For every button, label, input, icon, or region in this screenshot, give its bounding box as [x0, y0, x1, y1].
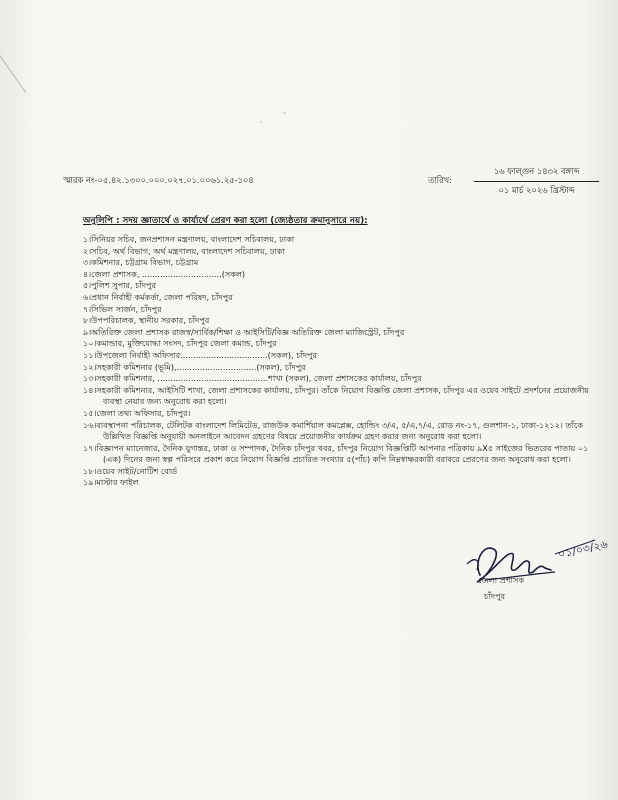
- scan-mark: [0, 43, 26, 93]
- list-item: ৩।কমিশনার, চট্টগ্রাম বিভাগ, চট্টগ্রাম: [83, 257, 199, 268]
- list-item: ১৬।ব্যবস্থাপনা পরিচালক, টেলিটক বাংলাদেশ লিমিটেড, রাজউক কমার্শিয়াল কমপ্লেক্স, হোল্ডিং ৩/এ, ৫/এ,৭/এ, রোড নং-১৭, গুলশান-১, ঢাকা-১২১২। তাঁকে উল্লিখিত বিজ্ঞপ্তি অনুযায়ী অনলাইনে আবেদন গ্রহণের বিষয়ে প্রয়োজনীয় কার্যক্রম গ্রহণ করার জন্য অনুরোধ করা হলো।: [83, 419, 583, 442]
- list-item: ১।সিনিয়র সচিব, জনপ্রশাসন মন্ত্রণালয়, বাংলাদেশ সচিবালয়, ঢাকা: [83, 234, 295, 244]
- signatory-place: চাঁদপুর: [484, 591, 506, 601]
- date-block: [474, 165, 599, 198]
- list-item: ৭।সিভিল সার্জন, চাঁদপুর: [83, 303, 162, 314]
- list-item: ৬।প্রধান নির্বাহী কর্মকর্তা, জেলা পরিষদ, চাঁদপুর: [83, 291, 233, 302]
- date-label: তারিখ:: [428, 175, 452, 185]
- memo-number: স্মারক নং-০৫.৪২.১৩০০.০০০.০২৭.০১.০০৬১.২৫-১০৪: [63, 175, 254, 185]
- date-bangla: ১৬ ফাল্গুন ১৪৩২ বঙ্গাব্দ: [474, 165, 599, 182]
- handwritten-date: ০১/০৩/২৬: [556, 537, 609, 561]
- list-item: ১৫।জেলা তথ্য অফিসার, চাঁদপুর।: [83, 407, 191, 418]
- copy-heading: অনুলিপি : সদয় জ্ঞাতার্থে ও কার্যার্থে প্রেরণ করা হলো (জ্যেষ্ঠতার ক্রমানুসারে নয়):: [83, 216, 368, 226]
- list-item: ১৩।সহকারী কমিশনার, ...........................................শাখা (সকল), জেলা প্রশাসকের কার্যালয়, চাঁদপুর: [83, 373, 422, 384]
- scan-mark: [283, 112, 286, 114]
- list-item: ১১।উপজেলা নির্বাহী অফিসার..................................(সকল), চাঁদপুর: [83, 349, 318, 360]
- list-item: ১০।কমান্ডার, মুক্তিযোদ্ধা সংসদ, চাঁদপুর জেলা কমান্ড, চাঁদপুর: [83, 338, 277, 349]
- list-item: ১৯।মাস্টার ফাইল: [83, 477, 139, 488]
- list-item: ১৮।ওয়েব সাইট/নোটিশ বোর্ড: [83, 465, 178, 476]
- scan-mark: [260, 121, 262, 123]
- list-item: ৮।উপপরিচালক, স্থানীয় সরকার, চাঁদপুর: [83, 315, 210, 326]
- date-english: ০১ মার্চ ২০২৬ খ্রিস্টাব্দ: [498, 185, 575, 195]
- list-item: ১২।সহকারী কমিশনার (ভূমি),...............................(সকল), চাঁদপুর: [83, 361, 306, 372]
- distribution-list: [83, 234, 603, 489]
- signatory-designation: জেলা প্রশাসক: [478, 575, 525, 585]
- list-item: ২।সচিব, অর্থ বিভাগ, অর্থ মন্ত্রণালয়, বাংলাদেশ সচিবালয়, ঢাকা: [83, 245, 285, 256]
- list-item: ৯।অতিরিক্ত জেলা প্রশাসক রাজস্ব/সার্বিক/শিক্ষা ও আইসিটি/বিজ্ঞ অতিরিক্ত জেলা ম্যাজিস্ট্রেট, চাঁদপুর: [83, 326, 405, 337]
- list-item: ৪।জেলা প্রশাসক, ...............................(সকল): [83, 268, 246, 279]
- list-item: ১৪।সহকারী কমিশনার, আইসিটি শাখা, জেলা প্রশাসকের কার্যালয়, চাঁদপুর। তাঁকে নিয়োগ বিজ্ঞপ্তি জেলা প্রশাসক, চাঁদপুর এর ওয়েব সাইটে প্রদর্শনের প্রয়োজনীয় ব্যবস্থা নেয়ার জন্য অনুরোধ করা হলো।: [83, 384, 590, 407]
- list-item: ৫।পুলিশ সুপার, চাঁদপুর: [83, 280, 157, 291]
- list-item: ১৭।বিজ্ঞাপন ম্যানেজার, দৈনিক যুগান্তর, ঢাকা ও সম্পাদক, দৈনিক চাঁদপুর খবর, চাঁদপুর নিয়োগ বিজ্ঞপ্তিটি আপনার পত্রিকায় ৯X৫ সাইজের ভিতরের পাতায় ০১ (এক) দিনের জন্য স্বল্প পরিসরে প্রকাশ করে নিয়োগ বিজ্ঞপ্তি প্রচারিত সংখ্যার ৫(পাঁচ) কপি নিম্নস্বাক্ষরকারী বরাবরে প্রেরণের জন্য অনুরোধ করা হলো।: [83, 442, 589, 465]
